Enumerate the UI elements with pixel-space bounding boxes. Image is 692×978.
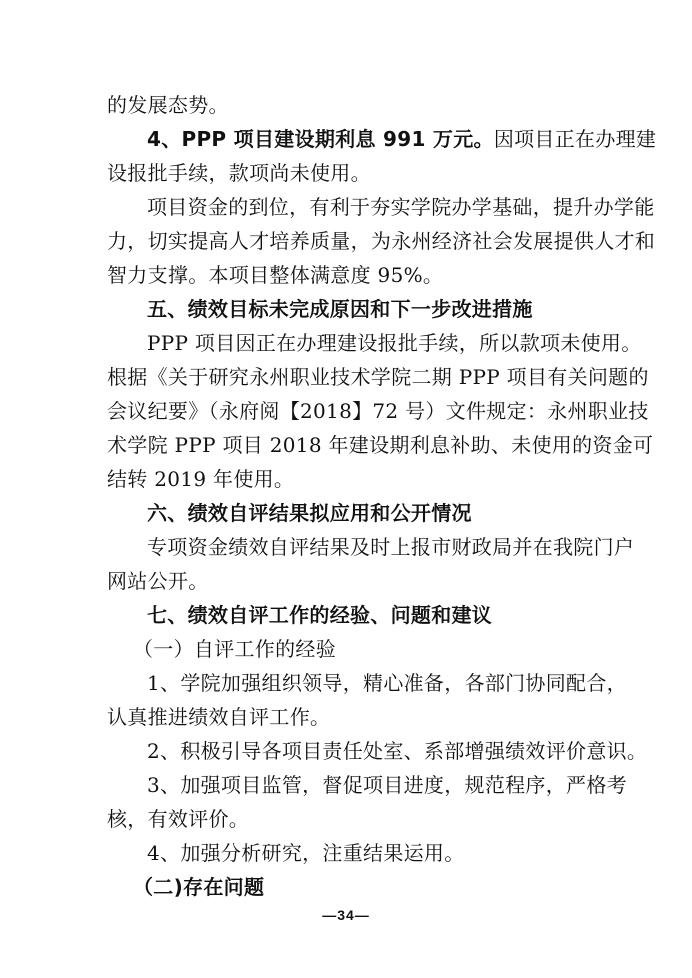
item-4-text: 因项目正在办理建 — [493, 127, 657, 151]
paragraph-line: PPP 项目因正在办理建设报批手续，所以款项未使用。 — [147, 331, 642, 355]
section-heading-6: 六、绩效自评结果拟应用和公开情况 — [147, 501, 472, 525]
paragraph-line: 网站公开。 — [107, 569, 209, 593]
page-number: —34— — [322, 907, 370, 923]
paragraph-line: 专项资金绩效自评结果及时上报市财政局并在我院门户 — [147, 535, 635, 559]
list-item-line: 4、加强分析研究，注重结果运用。 — [147, 841, 465, 865]
subsection-heading-1: （一）自评工作的经验 — [133, 637, 336, 661]
paragraph-line: 智力支撑。本项目整体满意度 95%。 — [107, 263, 444, 287]
paragraph-line: 根据《关于研究永州职业技术学院二期 PPP 项目有关问题的 — [107, 365, 649, 389]
list-item-line: 核，有效评价。 — [107, 807, 250, 831]
subsection-heading-2: （二)存在问题 — [133, 875, 265, 899]
list-item-line: 3、加强项目监管，督促项目进度，规范程序，严格考 — [147, 773, 627, 797]
item-4-heading: 4、PPP 项目建设期利息 991 万元。 — [147, 127, 494, 151]
paragraph-line-with-heading — [147, 127, 656, 151]
paragraph-line: 术学院 PPP 项目 2018 年建设期利息补助、未使用的资金可 — [107, 433, 654, 457]
section-heading-7: 七、绩效自评工作的经验、问题和建议 — [147, 603, 493, 627]
list-item-line: 认真推进绩效自评工作。 — [107, 705, 331, 729]
section-heading-5: 五、绩效目标未完成原因和下一步改进措施 — [147, 297, 533, 321]
list-item-line: 2、积极引导各项目责任处室、系部增强绩效评价意识。 — [147, 739, 648, 763]
paragraph-line: 会议纪要》（永府阅【2018】72 号）文件规定：永州职业技 — [107, 399, 649, 423]
paragraph-line: 设报批手续，款项尚未使用。 — [107, 161, 371, 185]
paragraph-line: 力，切实提高人才培养质量，为永州经济社会发展提供人才和 — [107, 229, 656, 253]
paragraph-line: 项目资金的到位，有利于夯实学院办学基础，提升办学能 — [147, 195, 655, 219]
paragraph-line: 的发展态势。 — [107, 93, 229, 117]
list-item-line: 1、学院加强组织领导，精心准备，各部门协同配合， — [147, 671, 627, 695]
paragraph-line: 结转 2019 年使用。 — [107, 467, 295, 491]
